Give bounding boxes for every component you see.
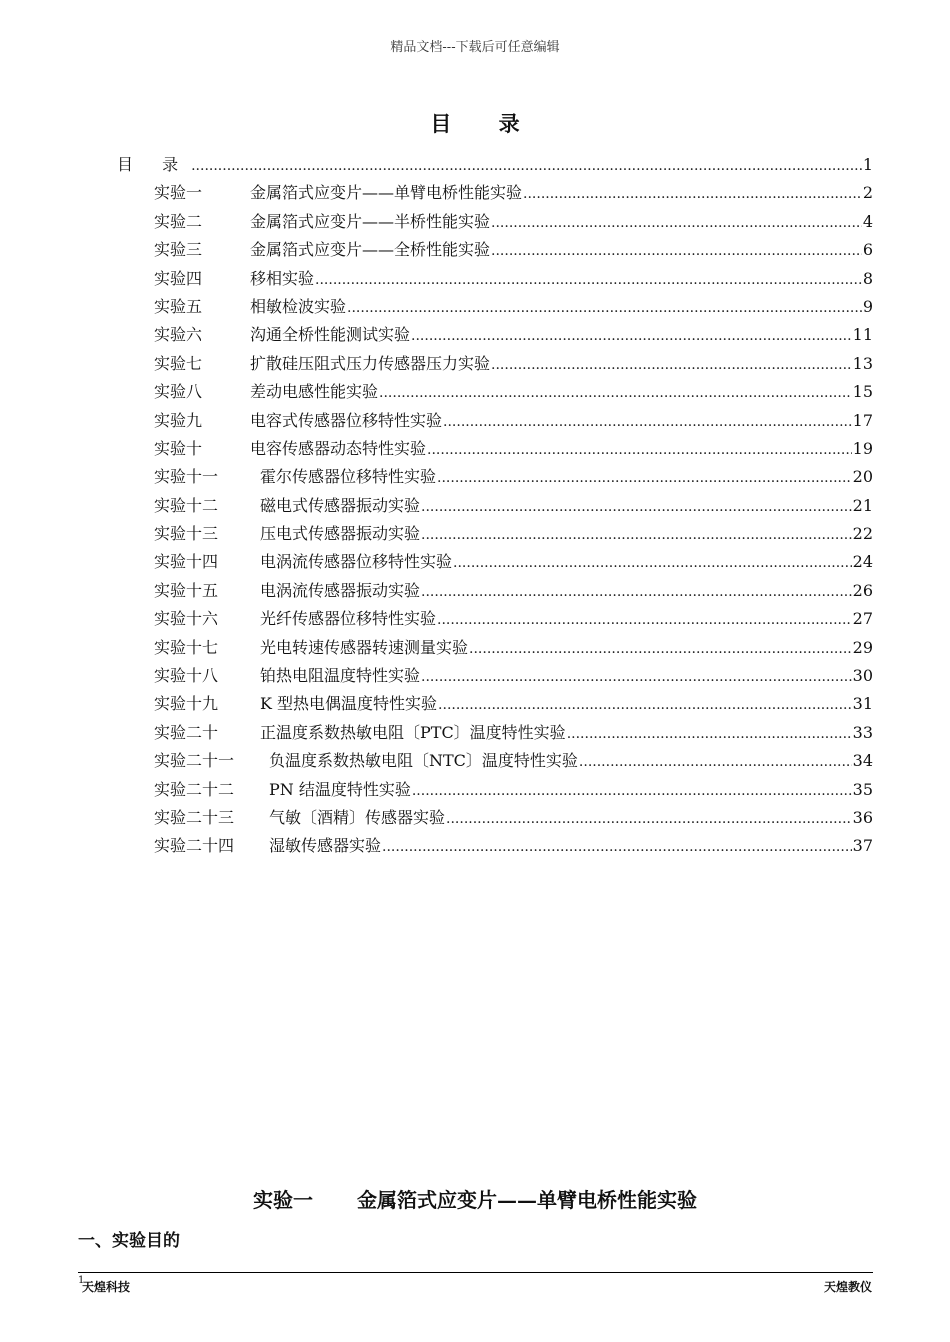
table-of-contents [117, 152, 873, 862]
toc-entry-number: 实验十三 [154, 524, 219, 544]
toc-entry-number: 实验十八 [154, 666, 219, 686]
footer-left-text: 天煌科技 [82, 1280, 131, 1294]
toc-entry-title: 金属箔式应变片——全桥性能实验 [250, 240, 491, 260]
toc-entry[interactable] [117, 549, 873, 577]
toc-entry[interactable] [117, 833, 873, 861]
toc-leader-dots [491, 215, 862, 231]
toc-leader-dots [437, 612, 852, 628]
toc-entry-page: 19 [852, 438, 873, 458]
toc-entry-title: 差动电感性能实验 [250, 382, 379, 402]
toc-entry[interactable] [117, 237, 873, 265]
toc-entry-number: 实验十六 [154, 609, 219, 629]
toc-entry[interactable] [117, 578, 873, 606]
toc-entry[interactable] [117, 294, 873, 322]
footer-page-number: 1 [78, 1275, 85, 1286]
toc-entry[interactable] [117, 493, 873, 521]
toc-entry-number: 实验二十一 [154, 751, 235, 771]
toc-entry-title: 移相实验 [250, 268, 315, 288]
toc-entry-number: 实验六 [154, 325, 203, 345]
toc-entry-number: 实验二十四 [154, 836, 235, 856]
toc-entry[interactable] [117, 805, 873, 833]
toc-entry-title: 霍尔传感器位移特性实验 [260, 467, 437, 487]
toc-entry-number: 实验十九 [154, 694, 219, 714]
toc-entry-page: 24 [852, 552, 873, 572]
toc-entry-page: 35 [852, 779, 873, 799]
toc-entry-page: 11 [852, 325, 873, 345]
toc-entry-page: 27 [852, 609, 873, 629]
toc-entry-page: 37 [852, 836, 873, 856]
toc-entry-title: 扩散硅压阻式压力传感器压力实验 [250, 353, 491, 373]
toc-entry[interactable] [117, 436, 873, 464]
toc-entry-number: 实验十 [154, 438, 203, 458]
footer-rule [78, 1272, 873, 1273]
toc-leader-dots [579, 754, 852, 770]
toc-entry-title: 沟通全桥性能测试实验 [250, 325, 411, 345]
toc-entry-number: 目 录 [117, 155, 191, 174]
toc-entry-title: 电涡流传感器振动实验 [260, 580, 421, 600]
toc-entry-page: 9 [862, 296, 873, 316]
toc-entry-title: 光纤传感器位移特性实验 [260, 609, 437, 629]
toc-leader-dots [491, 243, 862, 259]
toc-title: 目 录 [430, 111, 540, 136]
subsection-heading: 一、实验目的 [78, 1231, 180, 1251]
toc-entry-page: 31 [852, 694, 873, 714]
toc-entry-number: 实验十七 [154, 637, 219, 657]
toc-leader-dots [453, 555, 852, 571]
toc-entry-page: 34 [852, 751, 873, 771]
toc-entry-number: 实验十四 [154, 552, 219, 572]
toc-entry-title: 金属箔式应变片——半桥性能实验 [250, 211, 491, 231]
toc-leader-dots [523, 186, 862, 202]
toc-entry-number: 实验二 [154, 211, 203, 231]
toc-entry-page: 13 [852, 353, 873, 373]
toc-entry-title: PN 结温度特性实验 [269, 779, 411, 799]
toc-entry-title: 负温度系数热敏电阻〔NTC〕温度特性实验 [269, 751, 578, 771]
toc-entry-number: 实验二十三 [154, 807, 235, 827]
toc-entry-title: 电容传感器动态特性实验 [250, 438, 427, 458]
toc-leader-dots [421, 499, 852, 515]
toc-entry-title: 压电式传感器振动实验 [260, 524, 421, 544]
toc-leader-dots [412, 783, 852, 799]
toc-leader-dots [315, 272, 862, 288]
toc-entry-number: 实验一 [154, 183, 203, 203]
toc-entry-page: 36 [852, 807, 873, 827]
section-heading: 金属箔式应变片——单臂电桥性能实验 [357, 1188, 697, 1212]
toc-entry[interactable] [117, 777, 873, 805]
toc-entry-page: 22 [852, 524, 873, 544]
toc-entry[interactable] [117, 748, 873, 776]
toc-entry[interactable] [117, 635, 873, 663]
toc-entry-page: 1 [862, 155, 873, 174]
toc-entry[interactable] [117, 322, 873, 350]
toc-entry-title: 光电转速传感器转速测量实验 [260, 637, 469, 657]
toc-entry-page: 17 [852, 410, 873, 430]
toc-entry-number: 实验三 [154, 240, 203, 260]
toc-entry[interactable] [117, 209, 873, 237]
section-number: 实验一 [253, 1188, 313, 1212]
toc-entry-page: 29 [852, 637, 873, 657]
toc-entry[interactable] [117, 379, 873, 407]
toc-leader-dots [421, 669, 852, 685]
toc-entry-title: 铂热电阻温度特性实验 [260, 666, 421, 686]
toc-entry[interactable] [117, 408, 873, 436]
toc-entry-title: 金属箔式应变片——单臂电桥性能实验 [250, 183, 523, 203]
section-title [0, 1184, 950, 1213]
toc-entry[interactable] [117, 152, 873, 180]
toc-entry-page: 4 [862, 211, 873, 231]
toc-entry-title: 相敏检波实验 [250, 296, 347, 316]
toc-entry-page: 26 [852, 580, 873, 600]
toc-entry-title: 湿敏传感器实验 [269, 836, 382, 856]
toc-entry-number: 实验二十 [154, 722, 219, 742]
toc-entry[interactable] [117, 351, 873, 379]
toc-entry[interactable] [117, 464, 873, 492]
toc-entry[interactable] [117, 691, 873, 719]
toc-entry-page: 6 [862, 240, 873, 260]
toc-entry-title: 磁电式传感器振动实验 [260, 495, 421, 515]
toc-entry-number: 实验十一 [154, 467, 219, 487]
toc-entry-number: 实验九 [154, 410, 203, 430]
toc-leader-dots [469, 641, 852, 657]
toc-leader-dots [437, 470, 852, 486]
toc-leader-dots [191, 158, 862, 174]
toc-entry-number: 实验十五 [154, 580, 219, 600]
toc-entry-title: 电容式传感器位移特性实验 [250, 410, 443, 430]
toc-entry-page: 15 [852, 382, 873, 402]
toc-leader-dots [443, 414, 852, 430]
toc-leader-dots [382, 839, 852, 855]
toc-leader-dots [347, 300, 862, 316]
toc-entry[interactable] [117, 180, 873, 208]
toc-entry-title: 电涡流传感器位移特性实验 [260, 552, 453, 572]
footer-right-text: 天煌教仪 [823, 1280, 872, 1294]
toc-entry-number: 实验二十二 [154, 779, 235, 799]
toc-entry-page: 30 [852, 666, 873, 686]
toc-entry-title: 气敏〔酒精〕传感器实验 [269, 807, 446, 827]
toc-leader-dots [446, 811, 852, 827]
toc-entry-number: 实验五 [154, 296, 203, 316]
toc-entry-title: 正温度系数热敏电阻〔PTC〕温度特性实验 [260, 722, 566, 742]
toc-entry-page: 2 [862, 183, 873, 203]
toc-entry-page: 21 [852, 495, 873, 515]
toc-entry-title: K 型热电偶温度特性实验 [260, 694, 438, 714]
toc-entry-number: 实验八 [154, 382, 203, 402]
toc-entry-page: 33 [852, 722, 873, 742]
toc-leader-dots [411, 328, 852, 344]
toc-entry[interactable] [117, 521, 873, 549]
toc-entry-page: 20 [852, 467, 873, 487]
toc-leader-dots [421, 584, 852, 600]
toc-entry[interactable] [117, 663, 873, 691]
toc-leader-dots [421, 527, 852, 543]
toc-entry-number: 实验十二 [154, 495, 219, 515]
toc-entry-number: 实验七 [154, 353, 203, 373]
toc-leader-dots [567, 726, 852, 742]
toc-leader-dots [438, 697, 852, 713]
toc-leader-dots [427, 442, 852, 458]
toc-entry[interactable] [117, 606, 873, 634]
toc-entry-page: 8 [862, 268, 873, 288]
toc-entry[interactable] [117, 266, 873, 294]
toc-entry[interactable] [117, 720, 873, 748]
toc-entry-number: 实验四 [154, 268, 203, 288]
header-note: 精品文档---下载后可任意编辑 [390, 40, 560, 55]
toc-leader-dots [379, 385, 852, 401]
toc-leader-dots [491, 357, 852, 373]
